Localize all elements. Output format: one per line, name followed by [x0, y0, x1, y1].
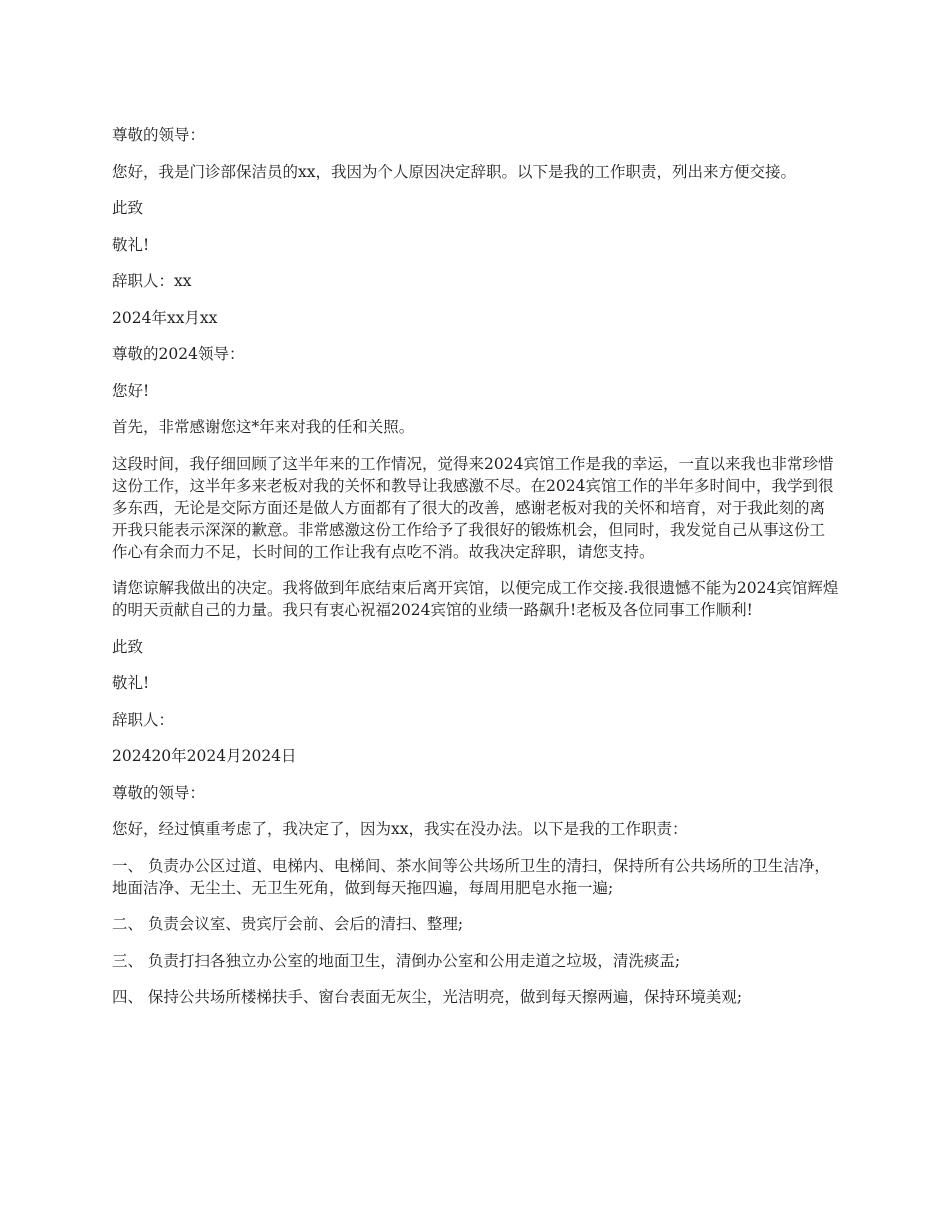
paragraph-thanks-2: 首先，非常感谢您这*年来对我的任和关照。: [112, 418, 415, 436]
paragraph-regards-1: 敬礼!: [112, 235, 150, 254]
document-body: [112, 124, 840, 1023]
paragraph-body-2: 这段时间，我仔细回顾了这半年来的工作情况，觉得来2024宾馆工作是我的幸运，一直以来我也非常珍惜这份工作，这半年多来老板对我的关怀和教导让我感激不尽。在2024宾馆工作的半年多时间中，我学到很多东西，无论是交际方面还是做人方面都有了很大的改善，感谢老板对我的关怀和培育，对于我此刻的离开我只能表示深深的歉意。非常感激这份工作给予了我很好的锻炼机会，但同时，我发觉自己从事这份工作心有余而力不足，长时间的工作让我有点吃不消。故我决定辞职，请您支持。: [112, 454, 834, 561]
paragraph-regards-2: 敬礼!: [112, 674, 150, 692]
paragraph-salutation-2: 尊敬的2024领导：: [112, 345, 245, 363]
paragraph-duty-3: 三、 负责打扫各独立办公室的地面卫生，清倒办公室和公用走道之垃圾，清洗痰盂;: [112, 951, 681, 970]
paragraph-closing-1: 此致: [112, 199, 144, 217]
paragraph-salutation-3: 尊敬的领导：: [112, 783, 206, 802]
paragraph-decision-2: 请您谅解我做出的决定。我将做到年底结束后离开宾馆，以便完成工作交接.我很遗憾不能为2024宾馆辉煌的明天贡献自己的力量。我只有衷心祝福2024宾馆的业绩一路飙升!老板及各位同事工作顺利!: [112, 579, 839, 619]
paragraph-closing-2: 此致: [112, 637, 144, 656]
paragraph-date-1: 2024年xx月xx: [112, 308, 218, 327]
paragraph-signature-2: 辞职人：: [112, 710, 175, 729]
paragraph-duty-4: 四、 保持公共场所楼梯扶手、窗台表面无灰尘，光洁明亮，做到每天擦两遍，保持环境美观;: [112, 988, 743, 1006]
paragraph-intro-3: 您好，经过慎重考虑了，我决定了，因为xx，我实在没办法。以下是我的工作职责：: [112, 820, 688, 838]
paragraph-duty-1: 一、 负责办公区过道、电梯内、电梯间、茶水间等公共场所卫生的清扫，保持所有公共场所的卫生洁净，地面洁净、无尘土、无卫生死角，做到每天拖四遍，每周用肥皂水拖一遍;: [112, 856, 830, 897]
paragraph-signature-1: 辞职人：xx: [112, 272, 192, 290]
paragraph-duty-2: 二、 负责会议室、贵宾厅会前、会后的清扫、整理;: [112, 915, 464, 933]
paragraph-intro-1: 您好，我是门诊部保洁员的xx，我因为个人原因决定辞职。以下是我的工作职责，列出来方便交接。: [112, 162, 796, 181]
paragraph-salutation-1: 尊敬的领导：: [112, 126, 206, 144]
paragraph-greeting-2: 您好!: [112, 381, 150, 400]
paragraph-date-2: 202420年2024月2024日: [112, 747, 297, 765]
